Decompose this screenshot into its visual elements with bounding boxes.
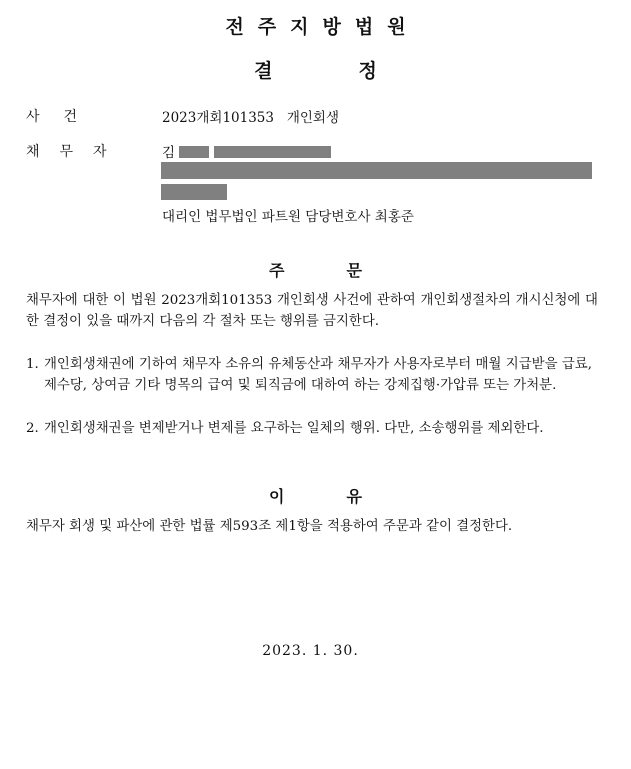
order-item-1 [26,354,592,396]
order-item-2 [26,418,592,439]
decision-date: 2023. 1. 30. [262,643,359,659]
order-heading: 주문 [269,261,424,280]
order-item-number: 2. [26,421,39,436]
representative-line: 대리인 법무법인 파트원 담당변호사 최홍준 [162,209,414,225]
reason-heading: 이유 [269,487,424,506]
order-item-text: 개인회생채권을 변제받거나 변제를 요구하는 일체의 행위. 다만, 소송행위를 제외한다. [44,421,544,436]
case-number-value: 2023개회101353 개인회생 [162,110,340,126]
redacted-address-block [161,162,592,179]
redacted-name-block [179,146,209,158]
debtor-name: 김 [162,145,176,161]
redacted-id-block [214,146,331,158]
case-label: 사건 [26,109,102,125]
redacted-address-block-2 [161,184,227,200]
order-item-number: 1. [26,357,39,372]
order-item-text: 개인회생채권에 기하여 채무자 소유의 유체동산과 채무자가 사용자로부터 매월 지급받을 급료, 제수당, 상여금 기타 명목의 급여 및 퇴직금에 대하여 하는 강제집행·가압류 또는 가처분. [44,357,592,393]
order-intro-paragraph: 채무자에 대한 이 법원 2023개회101353 개인회생 사건에 관하여 개인회생절차의 개시신청에 대한 결정이 있을 때까지 다음의 각 절차 또는 행위를 금지한다. [26,293,598,329]
reason-paragraph: 채무자 회생 및 파산에 관한 법률 제593조 제1항을 적용하여 주문과 같이 결정한다. [26,519,513,534]
debtor-label: 채무자 [26,144,127,160]
document-type-title: 결정 [254,60,463,82]
court-name-title: 전주지방법원 [225,16,420,38]
